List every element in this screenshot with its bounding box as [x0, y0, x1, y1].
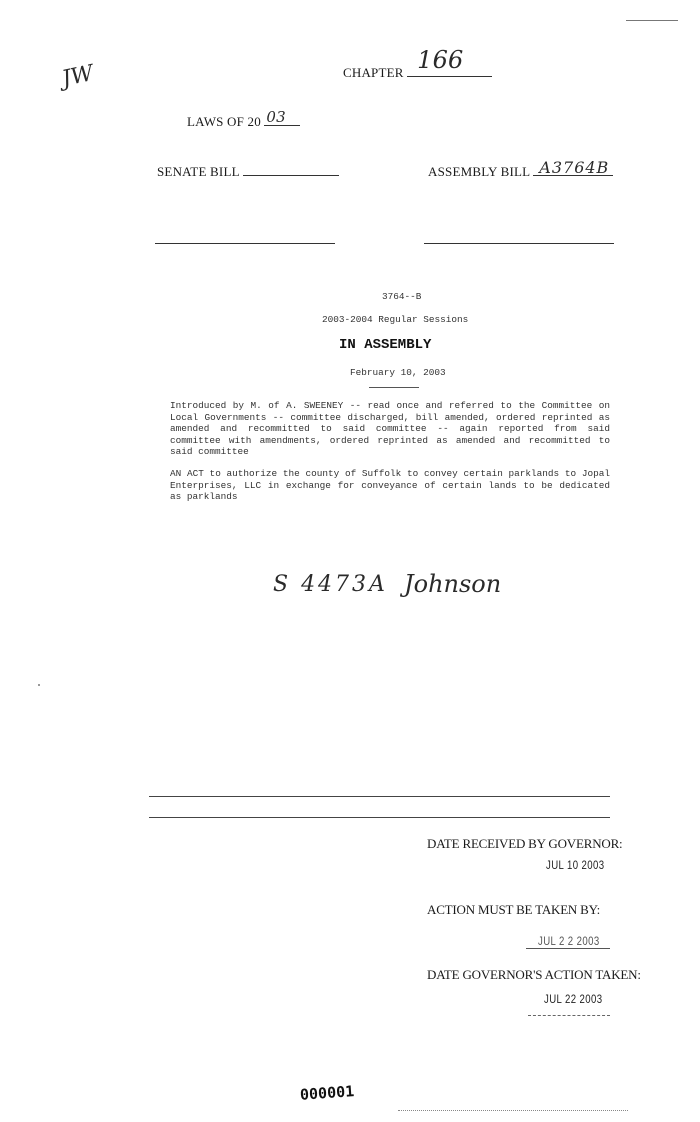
- chamber-heading: IN ASSEMBLY: [339, 337, 432, 353]
- action-taken-underline: [528, 1015, 610, 1016]
- introduced-paragraph: Introduced by M. of A. SWEENEY -- read once and referred to the Committee on Local Governments -- committee discharged, bill amended, ordered reprinted as amended and recommitted to said committee -- again reported from said committee with amendments, ordered reprinted as amended and recommitted to said committee: [170, 400, 610, 457]
- laws-year: 03: [266, 108, 286, 126]
- assembly-bill-line: [428, 158, 613, 180]
- date-received-stamp: JUL 10 2003: [546, 858, 605, 872]
- divider-line-1: [149, 796, 610, 797]
- assembly-bill-number: A3764B: [539, 158, 610, 177]
- laws-line: [187, 108, 300, 130]
- laws-label: LAWS OF 20: [187, 114, 261, 129]
- senate-bill-label: SENATE BILL: [157, 164, 240, 179]
- action-must-label: ACTION MUST BE TAKEN BY:: [427, 902, 601, 917]
- action-must-underline: [526, 948, 610, 949]
- session-line: 2003-2004 Regular Sessions: [322, 314, 469, 325]
- senate-blank-line: [155, 243, 335, 244]
- date-underline: [369, 387, 419, 388]
- assembly-bill-field: [533, 158, 613, 177]
- date-received-label: DATE RECEIVED BY GOVERNOR:: [427, 836, 623, 851]
- action-taken-stamp: JUL 22 2003: [544, 992, 603, 1006]
- senate-bill-line: [157, 162, 339, 180]
- page-number-stamp: 000001: [299, 1082, 355, 1104]
- assembly-blank-line: [424, 243, 614, 244]
- bottom-dotted-line: [398, 1110, 628, 1111]
- initials-mark: JW: [59, 61, 96, 92]
- act-paragraph: AN ACT to authorize the county of Suffolk to convey certain parklands to Jopal Enterprises, LLC in exchange for conveyance of certain lands to be dedicated as parklands: [170, 468, 610, 502]
- bill-date: February 10, 2003: [350, 367, 446, 378]
- laws-year-field: [264, 108, 300, 126]
- senate-bill-field: [243, 162, 339, 176]
- assembly-bill-label: ASSEMBLY BILL: [428, 164, 530, 179]
- chapter-label: CHAPTER: [343, 65, 404, 80]
- chapter-line: [343, 46, 492, 81]
- speck: [38, 684, 40, 686]
- sponsor-signature: Johnson: [404, 570, 502, 598]
- chapter-number: 166: [417, 46, 464, 74]
- action-taken-label: DATE GOVERNOR'S ACTION TAKEN:: [427, 967, 641, 982]
- corner-mark: [626, 20, 678, 21]
- action-must-stamp: JUL 2 2 2003: [538, 934, 600, 948]
- senate-reference-handwritten: S 4473A: [273, 572, 388, 597]
- divider-line-2: [149, 817, 610, 818]
- bill-number: 3764--B: [382, 291, 422, 302]
- chapter-field: [407, 46, 492, 77]
